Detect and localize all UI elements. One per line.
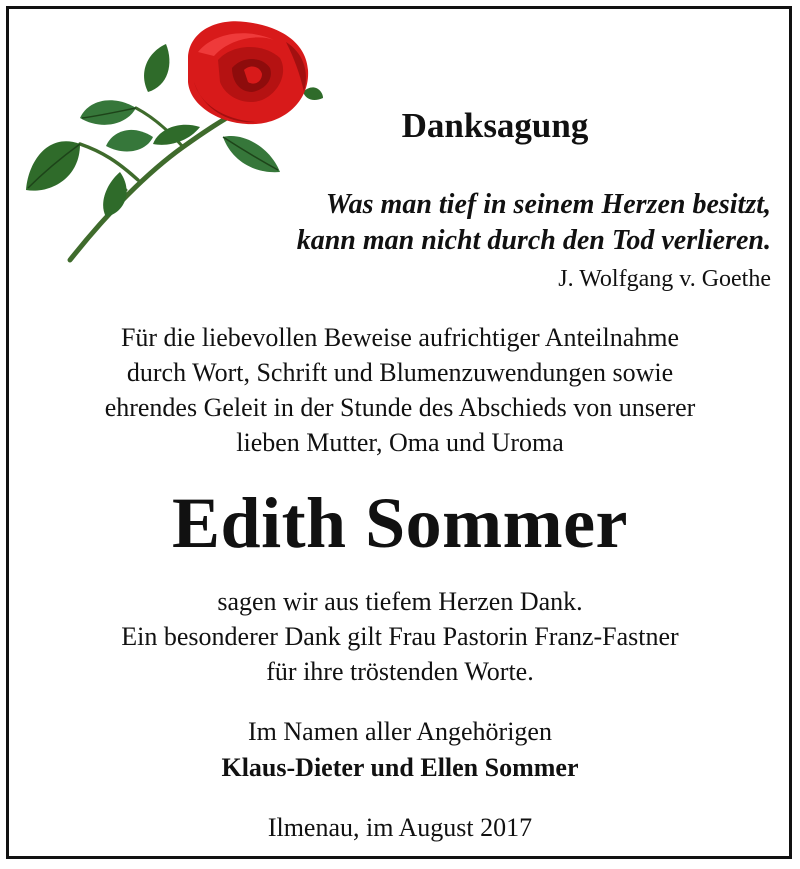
intro-line: lieben Mutter, Oma und Uroma [236,428,564,457]
thanks-line: für ihre tröstenden Worte. [266,657,534,686]
leaf [144,44,169,92]
signature-intro: Im Namen aller Angehörigen [248,717,552,746]
notice-heading: Danksagung [401,106,589,145]
goethe-quote [171,187,771,259]
intro-line: Für die liebevollen Beweise aufrichtiger Anteilnahme [120,323,680,352]
place-date: Ilmenau, im August 2017 [267,813,533,842]
rose-bloom [188,21,308,124]
thanks-line: sagen wir aus tiefem Herzen Dank. [217,587,583,616]
thanks-paragraph [0,584,800,689]
signature-names: Klaus-Dieter und Ellen Sommer [221,753,579,782]
leaf [106,130,153,152]
quote-line: kann man nicht durch den Tod verlieren. [296,225,771,256]
intro-line: durch Wort, Schrift und Blumenzuwendungen sowie [126,358,674,387]
intro-line: ehrendes Geleit in der Stunde des Abschieds von unserer [104,393,696,422]
intro-paragraph [0,320,800,460]
leaf [80,100,136,125]
deceased-name: Edith Sommer [172,483,628,563]
quote-line: Was man tief in seinem Herzen besitzt, [325,189,771,220]
leaf [303,87,323,100]
quote-author: J. Wolfgang v. Goethe [558,266,771,292]
leaf [103,172,126,217]
thanks-line: Ein besonderer Dank gilt Frau Pastorin Franz-Fastner [121,622,679,651]
